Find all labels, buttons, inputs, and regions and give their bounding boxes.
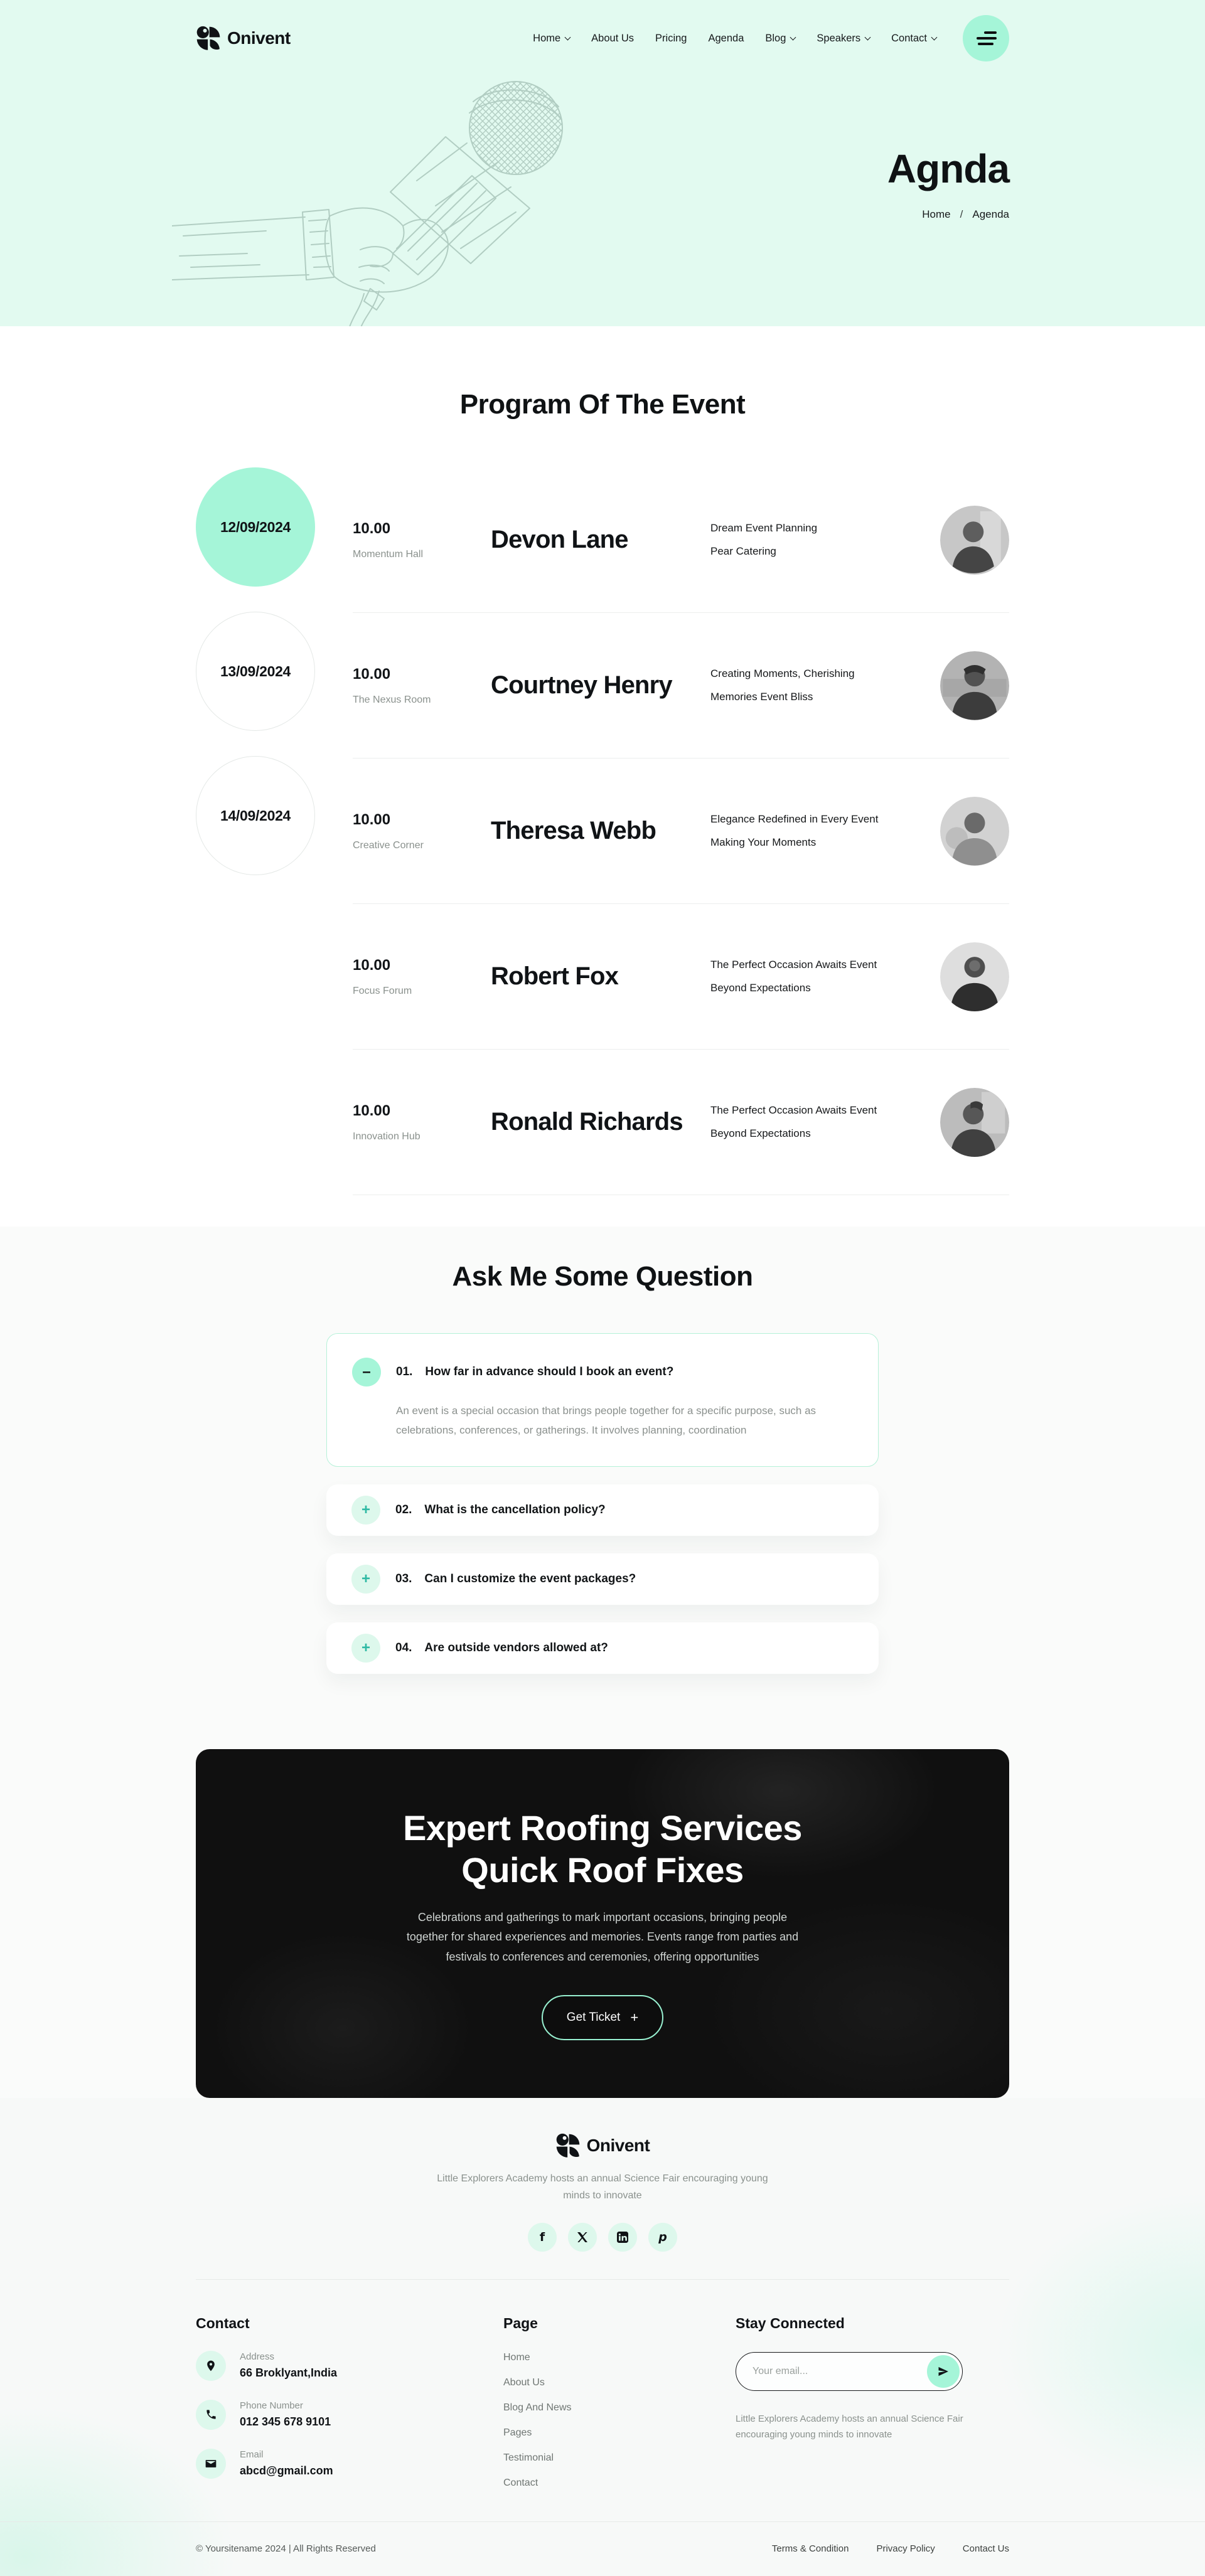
brand-logo-icon <box>555 2133 581 2158</box>
contact-us-link[interactable]: Contact Us <box>962 2543 1009 2555</box>
nav-item-home[interactable]: Home <box>533 33 570 45</box>
speaker-name: Courtney Henry <box>491 671 672 699</box>
session-time: 10.00 <box>353 665 391 683</box>
cta-banner <box>196 1749 1009 2098</box>
main-nav <box>533 33 936 45</box>
send-button[interactable] <box>927 2355 960 2388</box>
footer-link-contact[interactable]: Contact <box>503 2477 538 2488</box>
faq-item[interactable] <box>326 1484 879 1536</box>
session-venue: Focus Forum <box>353 985 412 996</box>
speaker-avatar <box>940 506 1009 575</box>
nav-item-contact[interactable]: Contact <box>891 33 936 45</box>
footer-link-testimonial[interactable]: Testimonial <box>503 2452 554 2463</box>
phone-icon <box>196 2400 226 2430</box>
speaker-avatar <box>940 651 1009 720</box>
hero-section <box>0 0 1205 326</box>
brand-logo[interactable] <box>196 26 291 51</box>
page-column-title: Page <box>503 2314 538 2331</box>
hamburger-menu-button[interactable] <box>963 15 1009 61</box>
program-list <box>353 467 1009 1195</box>
faq-item[interactable] <box>326 1553 879 1605</box>
chevron-down-icon <box>865 34 871 40</box>
copyright-text: © Yoursitename 2024 | All Rights Reserved <box>196 2543 376 2555</box>
date-tab[interactable]: 13/09/2024 <box>196 612 315 731</box>
footer-link-about-us[interactable]: About Us <box>503 2376 545 2388</box>
plus-icon: + <box>630 2009 639 2026</box>
linkedin-icon[interactable] <box>608 2223 637 2252</box>
speaker-avatar <box>940 797 1009 866</box>
breadcrumb-home-link[interactable]: Home <box>922 208 951 220</box>
expand-plus-button[interactable]: + <box>351 1496 380 1525</box>
date-selector <box>196 467 315 1195</box>
contact-address-item: Address 66 Broklyant,India <box>196 2351 472 2381</box>
session-venue: Innovation Hub <box>353 1131 420 1142</box>
session-venue: Momentum Hall <box>353 548 424 560</box>
date-tab-active[interactable]: 12/09/2024 <box>196 467 315 587</box>
breadcrumb <box>887 208 1009 221</box>
speaker-name: Ronald Richards <box>491 1108 683 1136</box>
nav-item-about-us[interactable]: About Us <box>591 32 635 44</box>
speaker-avatar <box>940 942 1009 1011</box>
footer-link-blog-and-news[interactable]: Blog And News <box>503 2402 572 2413</box>
faq-question: 03. Can I customize the event packages? <box>395 1572 636 1586</box>
program-section-title: Program Of The Event <box>459 389 746 420</box>
faq-answer: An event is a special occasion that brings people together for a specific purpose, such as celebrations, conferences, or gatherings. It involves planning, coordination <box>396 1405 817 1436</box>
faq-question: 04. Are outside vendors allowed at? <box>395 1641 608 1655</box>
session-time: 10.00 <box>353 811 391 828</box>
program-row <box>353 613 1009 758</box>
program-row <box>353 467 1009 613</box>
speaker-name: Theresa Webb <box>491 817 656 844</box>
date-tab[interactable]: 14/09/2024 <box>196 756 315 875</box>
session-time: 10.00 <box>353 956 391 974</box>
session-description: Elegance Redefined in Every Event Making Your Moments <box>710 812 879 848</box>
breadcrumb-separator: / <box>960 208 963 220</box>
contact-phone-item: Phone Number 012 345 678 9101 <box>196 2400 472 2430</box>
x-twitter-icon[interactable] <box>568 2223 597 2252</box>
footer-tagline: Little Explorers Academy hosts an annual Science Fair encouraging young minds to innovate <box>437 2173 768 2201</box>
faq-question: 02. What is the cancellation policy? <box>395 1503 606 1517</box>
cta-title: Expert Roofing Services Quick Roof Fixes <box>403 1808 802 1890</box>
speaker-name: Robert Fox <box>491 962 619 990</box>
session-venue: The Nexus Room <box>353 694 431 705</box>
collapse-minus-button[interactable]: – <box>352 1358 381 1386</box>
chevron-down-icon <box>790 34 796 40</box>
expand-plus-button[interactable]: + <box>351 1565 380 1594</box>
faq-question[interactable]: 01. How far in advance should I book an event? <box>396 1365 674 1378</box>
breadcrumb-current: Agenda <box>972 208 1009 220</box>
cta-section <box>0 1749 1205 2098</box>
location-pin-icon <box>196 2351 226 2381</box>
session-description: The Perfect Occasion Awaits Event Beyond Expectations <box>710 958 877 994</box>
footer-brand-logo[interactable] <box>196 2133 1009 2158</box>
faq-section-title: Ask Me Some Question <box>452 1261 753 1292</box>
footer-brand-name: Onivent <box>586 2136 650 2156</box>
footer-contact-column <box>196 2315 472 2489</box>
program-row <box>353 904 1009 1050</box>
session-time: 10.00 <box>353 519 391 537</box>
faq-item[interactable] <box>326 1622 879 1674</box>
subscribe-note: Little Explorers Academy hosts an annual Science Fair encouraging young minds to innovate <box>736 2413 963 2440</box>
contact-column-title: Contact <box>196 2314 250 2331</box>
privacy-policy-link[interactable]: Privacy Policy <box>876 2543 935 2555</box>
program-row <box>353 758 1009 904</box>
contact-email-item: Email abcd@gmail.com <box>196 2449 472 2479</box>
program-section <box>0 326 1205 1227</box>
nav-item-pricing[interactable]: Pricing <box>655 32 687 44</box>
chevron-down-icon <box>931 34 938 40</box>
session-time: 10.00 <box>353 1102 391 1119</box>
envelope-icon <box>196 2449 226 2479</box>
session-description: The Perfect Occasion Awaits Event Beyond Expectations <box>710 1104 877 1139</box>
program-row <box>353 1050 1009 1195</box>
footer-bottom-bar <box>0 2521 1205 2576</box>
session-description: Dream Event Planning Pear Catering <box>710 521 818 557</box>
nav-item-agenda[interactable]: Agenda <box>708 32 744 44</box>
speaker-avatar <box>940 1088 1009 1157</box>
session-venue: Creative Corner <box>353 839 424 851</box>
paper-plane-icon <box>937 2365 950 2378</box>
footer <box>0 2098 1205 2576</box>
brand-logo-icon <box>196 26 221 51</box>
expand-plus-button[interactable]: + <box>351 1634 380 1663</box>
footer-link-pages[interactable]: Pages <box>503 2427 532 2438</box>
get-ticket-button[interactable]: Get Ticket + <box>542 1995 663 2040</box>
stay-connected-title: Stay Connected <box>736 2314 845 2331</box>
session-description: Creating Moments, Cherishing Memories Event Bliss <box>710 667 855 703</box>
hand-microphone-illustration <box>172 68 574 326</box>
social-links <box>196 2223 1009 2252</box>
footer-link-home[interactable]: Home <box>503 2351 530 2363</box>
brand-name: Onivent <box>227 28 291 48</box>
footer-subscribe-column <box>736 2315 1009 2489</box>
nav-item-blog[interactable]: Blog <box>765 33 795 45</box>
nav-item-speakers[interactable]: Speakers <box>817 33 870 45</box>
page-title: Agnda <box>887 146 1009 191</box>
faq-section <box>0 1227 1205 1749</box>
chevron-down-icon <box>565 34 571 40</box>
header <box>196 0 1009 77</box>
terms-condition-link[interactable]: Terms & Condition <box>771 2543 849 2555</box>
faq-item-expanded <box>326 1333 879 1467</box>
speaker-name: Devon Lane <box>491 526 628 553</box>
facebook-icon[interactable]: f <box>528 2223 557 2252</box>
footer-page-column <box>503 2315 704 2489</box>
cta-body: Celebrations and gatherings to mark important occasions, bringing people together for shared experiences and memories. Events range from parties and festivals to conferences and ceremonies, offering opportunities <box>406 1910 799 1963</box>
pinterest-icon[interactable]: p <box>648 2223 677 2252</box>
